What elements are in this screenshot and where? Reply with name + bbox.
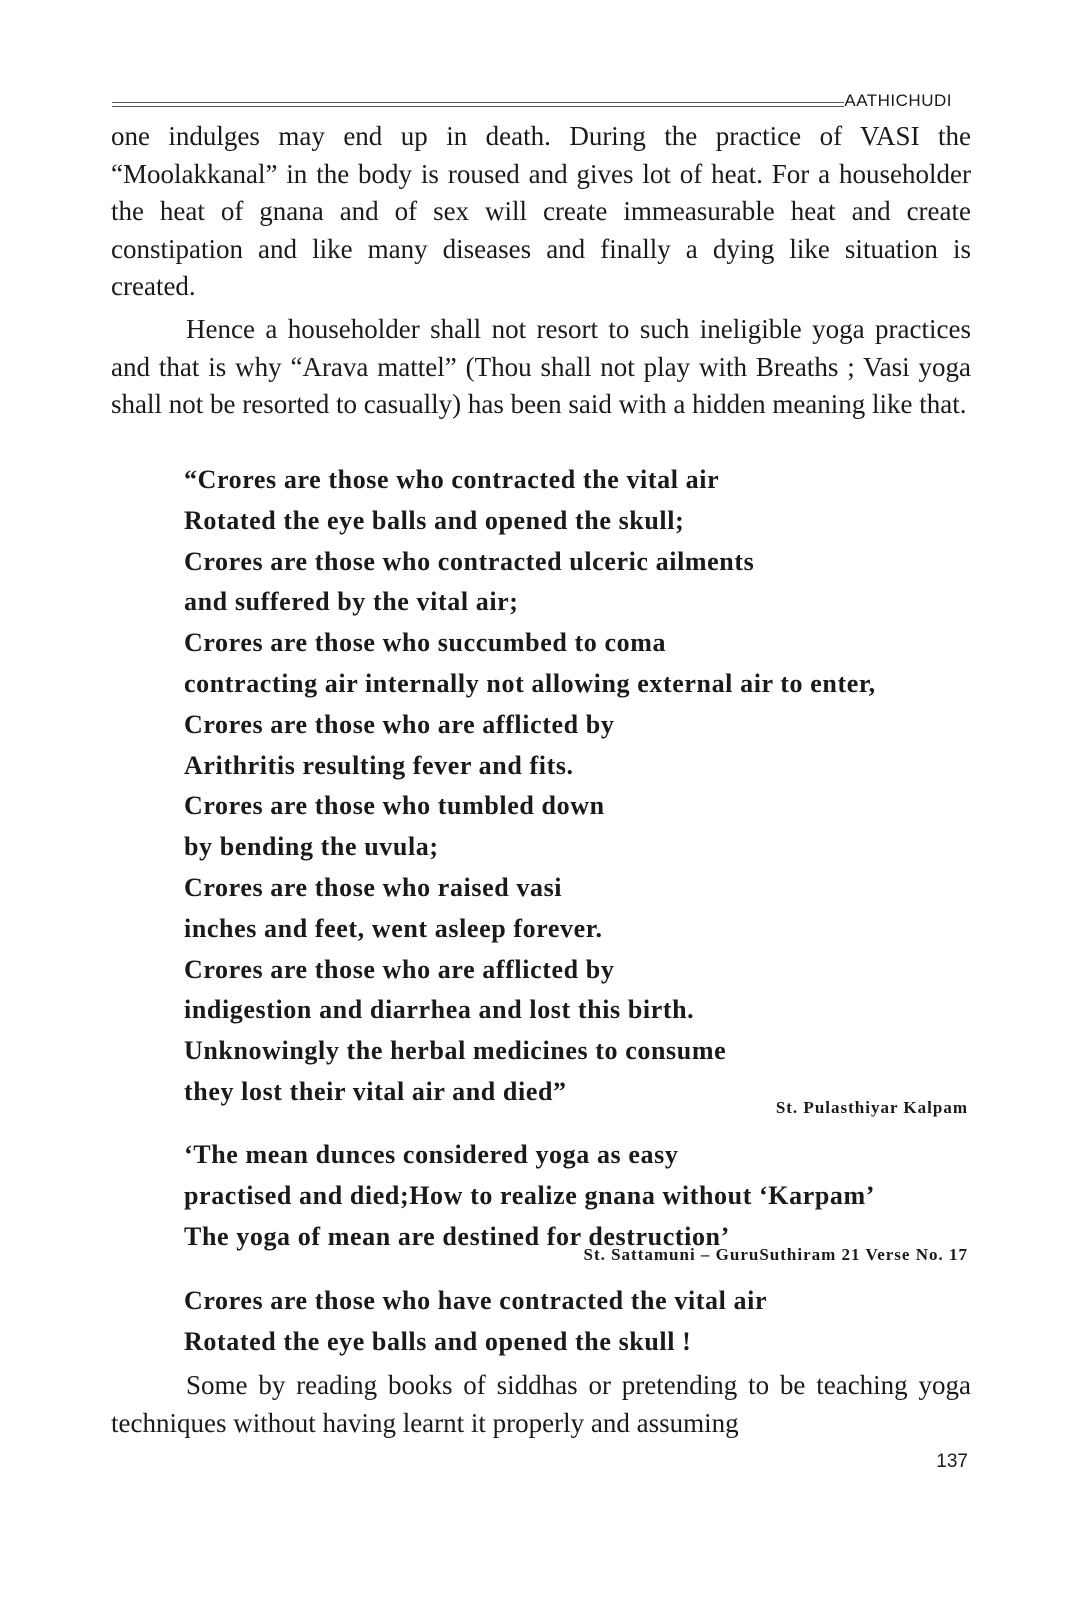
verse-line: Crores are those who are afflicted by — [184, 954, 615, 984]
attribution-pulasthiyar: St. Pulasthiyar Kalpam — [775, 1098, 968, 1117]
verse-line: Rotated the eye balls and opened the skull; — [184, 505, 685, 535]
paragraph-householder: Hence a householder shall not resort to such ineligible yoga practices and that is why “Arava mattel” (Thou shall not play with Breaths ; Vasi yoga shall not be resorted to casually) has been said with a hidden meaning like that. — [111, 314, 971, 419]
verse-line: The yoga of mean are destined for destruction’ — [184, 1221, 730, 1251]
attribution-sattamuni: St. Sattamuni – GuruSuthiram 21 Verse No. 17 — [583, 1245, 968, 1264]
verse-line: contracting air internally not allowing external air to enter, — [184, 668, 876, 698]
verse-line: inches and feet, went asleep forever. — [184, 913, 603, 943]
running-header — [112, 92, 952, 116]
verse-line: Crores are those who succumbed to coma — [184, 628, 667, 658]
verse-line: Arithritis resulting fever and fits. — [184, 750, 574, 780]
verse-line: Unknowingly the herbal medicines to consume — [184, 1036, 727, 1066]
verse-line: they lost their vital air and died” — [184, 1076, 567, 1106]
verse-block-sattamuni — [184, 1135, 875, 1257]
verse-line: Crores are those who contracted ulceric ailments — [184, 546, 755, 576]
header-rule-top — [112, 102, 844, 103]
header-rule-bottom — [112, 106, 844, 107]
verse-line: indigestion and diarrhea and lost this birth. — [184, 995, 695, 1025]
verse-block-kalpam — [184, 460, 876, 1113]
verse-line: Crores are those who tumbled down — [184, 791, 605, 821]
verse-line: Crores are those who are afflicted by — [184, 709, 615, 739]
paragraph-continuation: one indulges may end up in death. During the practice of VASI the “Moolakkanal” in the body is roused and gives lot of heat. For a householder the heat of gnana and of sex will create immeasurable heat and create constipation and like many diseases and finally a dying like situation is created. — [111, 121, 971, 301]
verse-line: and suffered by the vital air; — [184, 587, 519, 617]
verse-line: ‘The mean dunces considered yoga as easy — [184, 1140, 679, 1169]
verse-line: practised and died;How to realize gnana without ‘Karpam’ — [184, 1180, 876, 1210]
verse-block-repeat — [184, 1281, 767, 1363]
page-number: 137 — [936, 1451, 968, 1472]
verse-line: Crores are those who have contracted the vital air — [184, 1286, 768, 1315]
verse-line: Rotated the eye balls and opened the skull ! — [184, 1326, 692, 1356]
verse-line: by bending the uvula; — [184, 832, 439, 862]
verse-line: Crores are those who raised vasi — [184, 872, 563, 902]
paragraph-siddhas: Some by reading books of siddhas or pretending to be teaching yoga techniques without having learnt it properly and assuming — [111, 1370, 971, 1438]
running-title: AATHICHUDI — [844, 91, 952, 110]
verse-line: “Crores are those who contracted the vital air — [184, 465, 720, 494]
